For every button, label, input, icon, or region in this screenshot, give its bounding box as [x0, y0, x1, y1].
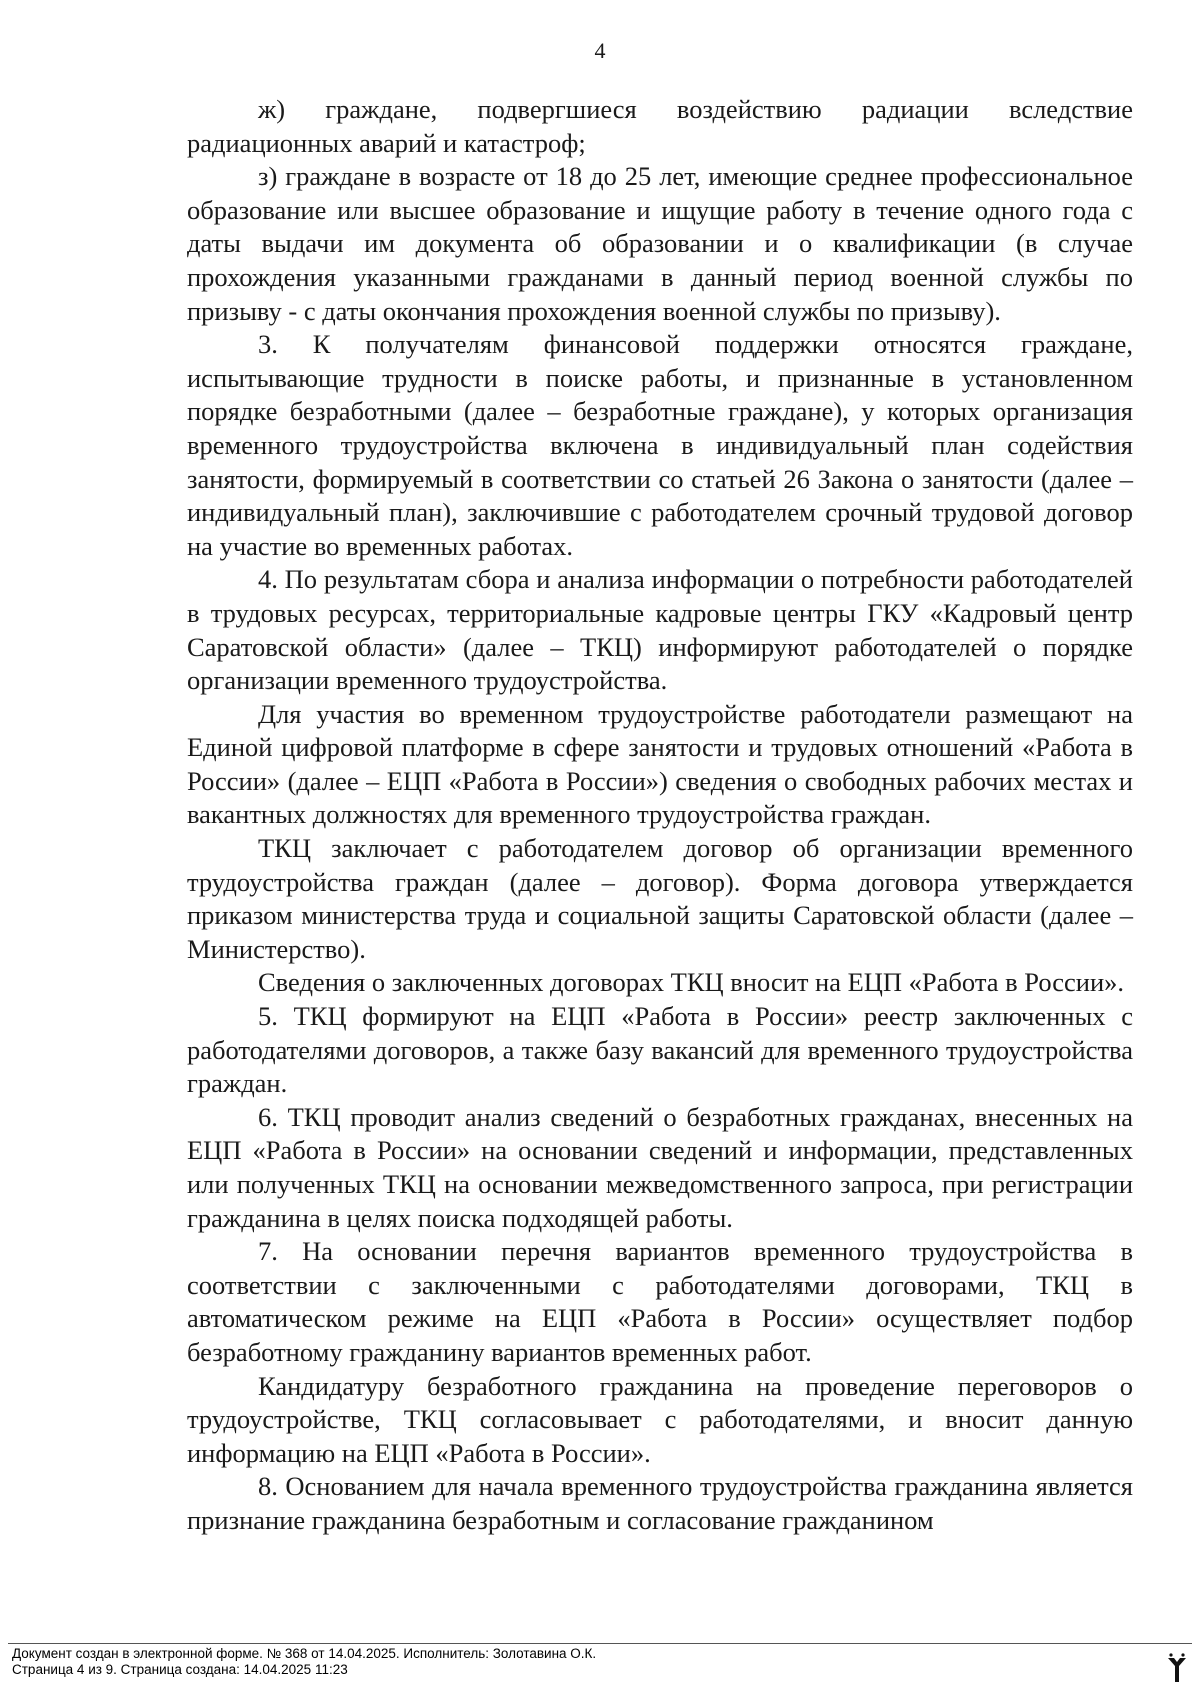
footer-document-info: Документ создан в электронной форме. № 368 от 14.04.2025. Исполнитель: Золотавина О.К. — [12, 1646, 597, 1661]
paragraph-clause-3: 3. К получателям финансовой поддержки относятся граждане, испытывающие трудности в поиске работы, и признанные в установленном порядке безработными (далее – безработные граждане), у которых организация временного трудоустройства включена в индивидуальный план содействия занятости, формируемый в соответствии со статьей 26 Закона о занятости (далее – индивидуальный план), заключившие с работодателем срочный трудовой договор на участие во временных работах. — [187, 329, 1133, 561]
document-body — [187, 93, 1133, 1538]
paragraph-clause-7: 7. На основании перечня вариантов временного трудоустройства в соответствии с заключенными с работодателями договорами, ТКЦ в автоматическом режиме на ЕЦП «Работа в России» осуществляет подбор безработному гражданину вариантов временных работ. — [187, 1236, 1133, 1367]
footer-page-info: Страница 4 из 9. Страница создана: 14.04.2025 11:23 — [12, 1661, 348, 1677]
saratov-region-emblem-icon — [1165, 1652, 1189, 1686]
paragraph-candidate: Кандидатуру безработного гражданина на проведение переговоров о трудоустройстве, ТКЦ согласовывает с работодателями, и вносит данную информацию на ЕЦП «Работа в России». — [187, 1370, 1133, 1468]
paragraph-clause-4: 4. По результатам сбора и анализа информации о потребности работодателей в трудовых ресурсах, территориальные кадровые центры ГКУ «Кадровый центр Саратовской области» (далее – ТКЦ) информируют работодателей о порядке организации временного трудоустройства. — [187, 564, 1133, 696]
paragraph-item-z: з) граждане в возрасте от 18 до 25 лет, имеющие среднее профессиональное образование или высшее образование и ищущие работу в течение одного года с даты выдачи им документа об образовании и о квалификации (в случае прохождения указанными гражданами в данный период военной службы по призыву - с даты окончания прохождения военной службы по призыву). — [187, 161, 1133, 326]
paragraph-clause-5: 5. ТКЦ формируют на ЕЦП «Работа в России» реестр заключенных с работодателями договоров, а также базу вакансий для временного трудоустройства граждан. — [187, 1001, 1133, 1099]
paragraph-contract-info: Сведения о заключенных договорах ТКЦ вносит на ЕЦП «Работа в России». — [258, 967, 1124, 998]
paragraph-item-zh: ж) граждане, подвергшиеся воздействию радиации вследствие радиационных аварий и катастроф; — [187, 94, 1133, 158]
paragraph-clause-8: 8. Основанием для начала временного трудоустройства гражданина является признание гражданина безработным и согласование гражданином — [187, 1471, 1133, 1535]
paragraph-clause-6: 6. ТКЦ проводит анализ сведений о безработных гражданах, внесенных на ЕЦП «Работа в России» на основании сведений и информации, представленных или полученных ТКЦ на основании межведомственного запроса, при регистрации гражданина в целях поиска подходящей работы. — [187, 1101, 1133, 1233]
page-number: 4 — [594, 38, 606, 63]
document-footer — [12, 1646, 596, 1677]
paragraph-contract: ТКЦ заключает с работодателем договор об организации временного трудоустройства граждан (далее – договор). Форма договора утверждается приказом министерства труда и социальной защиты Саратовской области (далее – Министерство). — [187, 833, 1133, 964]
paragraph-employer-posting: Для участия во временном трудоустройстве работодатели размещают на Единой цифровой платформе в сфере занятости и трудовых отношений «Работа в России» (далее – ЕЦП «Работа в России») сведения о свободных рабочих местах и вакантных должностях для временного трудоустройства граждан. — [187, 698, 1133, 830]
footer-divider — [8, 1643, 1192, 1644]
